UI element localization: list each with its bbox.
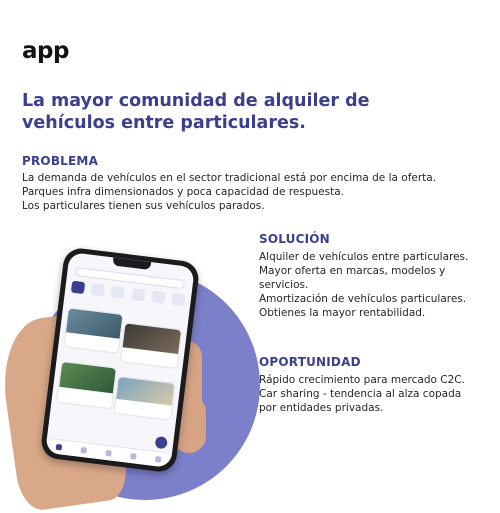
problema-line: La demanda de vehículos en el sector tradicional está por encima de la oferta. (22, 172, 437, 184)
home-tab-icon (55, 444, 62, 451)
headline: La mayor comunidad de alquiler de vehículos entre particulares. (22, 91, 370, 133)
phone-notch (112, 257, 151, 270)
solucion-line: Obtienes la mayor rentabilidad. (259, 307, 426, 319)
search-tab-icon (80, 447, 87, 454)
oportunidad-title: OPORTUNIDAD (259, 355, 361, 369)
solucion-body (259, 250, 479, 320)
category-icon (131, 288, 145, 301)
category-icon (171, 293, 185, 306)
solucion-line: Amortización de vehículos particulares. (259, 293, 467, 305)
vehicle-card (115, 377, 175, 420)
category-icon (71, 281, 85, 294)
vehicle-photo (116, 377, 174, 406)
solucion-line: Alquiler de vehículos entre particulares. (259, 251, 469, 263)
vehicle-photo (59, 362, 116, 393)
map-fab-icon (155, 436, 168, 449)
phone-screen (45, 252, 195, 468)
messages-tab-icon (130, 453, 137, 460)
app-logo: app (22, 38, 69, 64)
vehicle-card (121, 323, 181, 368)
category-icon (151, 290, 165, 303)
favorites-tab-icon (105, 450, 112, 457)
problema-line: Los particulares tienen sus vehículos parados. (22, 200, 265, 212)
solucion-line: Mayor oferta en marcas, modelos y servicios. (259, 265, 446, 291)
oportunidad-line: Car sharing - tendencia al alza copada por entidades privadas. (259, 388, 462, 414)
oportunidad-line: Rápido crecimiento para mercado C2C. (259, 374, 465, 386)
problema-title: PROBLEMA (22, 154, 99, 168)
solucion-title: SOLUCIÓN (259, 232, 330, 246)
vehicle-card (57, 362, 115, 408)
problema-body (22, 171, 462, 213)
profile-tab-icon (155, 456, 162, 463)
vehicle-photo (66, 308, 122, 338)
category-icon (91, 283, 105, 296)
oportunidad-body (259, 373, 479, 415)
category-icon (111, 286, 125, 299)
vehicle-card (64, 308, 122, 352)
phone-mockup (40, 247, 201, 474)
problema-line: Parques infra dimensionados y poca capacidad de respuesta. (22, 186, 344, 198)
vehicle-photo (123, 323, 181, 353)
